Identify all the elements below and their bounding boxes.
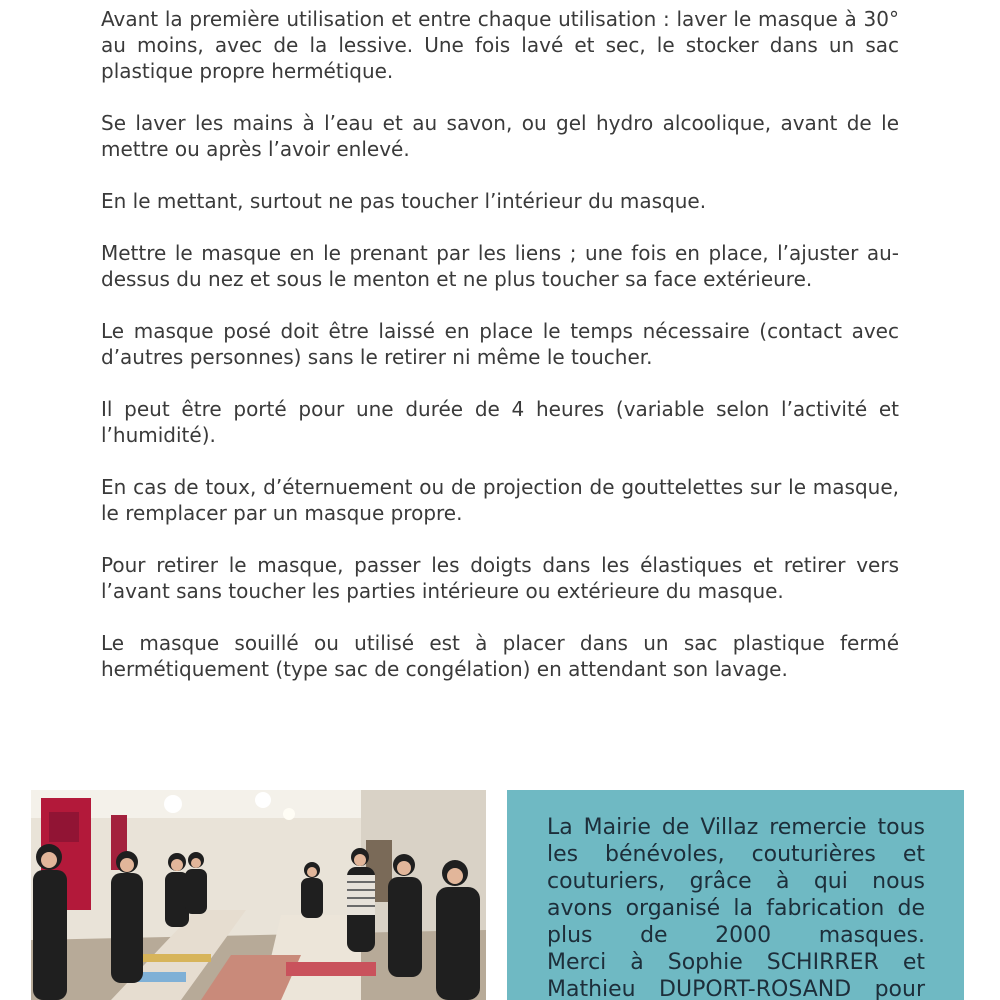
thanks-paragraph-1: La Mairie de Villaz remercie tous les bénévoles, couturières et couturiers, grâce à qui nous avons organisé la fabrication de plus de 2000 masques. [547,815,925,948]
instruction-paragraph: En cas de toux, d’éternuement ou de projection de gouttelettes sur le masque, le remplacer par un masque propre. [101,475,899,525]
mask-instructions [101,6,899,708]
instruction-paragraph: Mettre le masque en le prenant par les liens ; une fois en place, l’ajuster au-dessus du nez et sous le menton et ne plus toucher sa face extérieure. [101,241,899,291]
thanks-paragraph-2: Merci à Sophie SCHIRRER et Mathieu DUPORT-ROSAND pour [547,950,925,1000]
volunteers-photo [31,790,486,1000]
thanks-box [507,790,964,1000]
instruction-paragraph: Le masque posé doit être laissé en place le temps nécessaire (contact avec d’autres personnes) sans le retirer ni même le toucher. [101,319,899,369]
instruction-paragraph: Se laver les mains à l’eau et au savon, ou gel hydro alcoolique, avant de le mettre ou après l’avoir enlevé. [101,111,899,161]
instruction-paragraph: Pour retirer le masque, passer les doigts dans les élastiques et retirer vers l’avant sans toucher les parties intérieure ou extérieure du masque. [101,553,899,603]
instruction-paragraph: Il peut être porté pour une durée de 4 heures (variable selon l’activité et l’humidité). [101,397,899,447]
instruction-paragraph: Le masque souillé ou utilisé est à placer dans un sac plastique fermé hermétiquement (type sac de congélation) en attendant son lavage. [101,631,899,681]
instruction-paragraph: En le mettant, surtout ne pas toucher l’intérieur du masque. [101,189,707,213]
instruction-paragraph: Avant la première utilisation et entre chaque utilisation : laver le masque à 30° au moins, avec de la lessive. Une fois lavé et sec, le stocker dans un sac plastique propre hermétique. [101,7,899,83]
thanks-text [547,814,925,1000]
